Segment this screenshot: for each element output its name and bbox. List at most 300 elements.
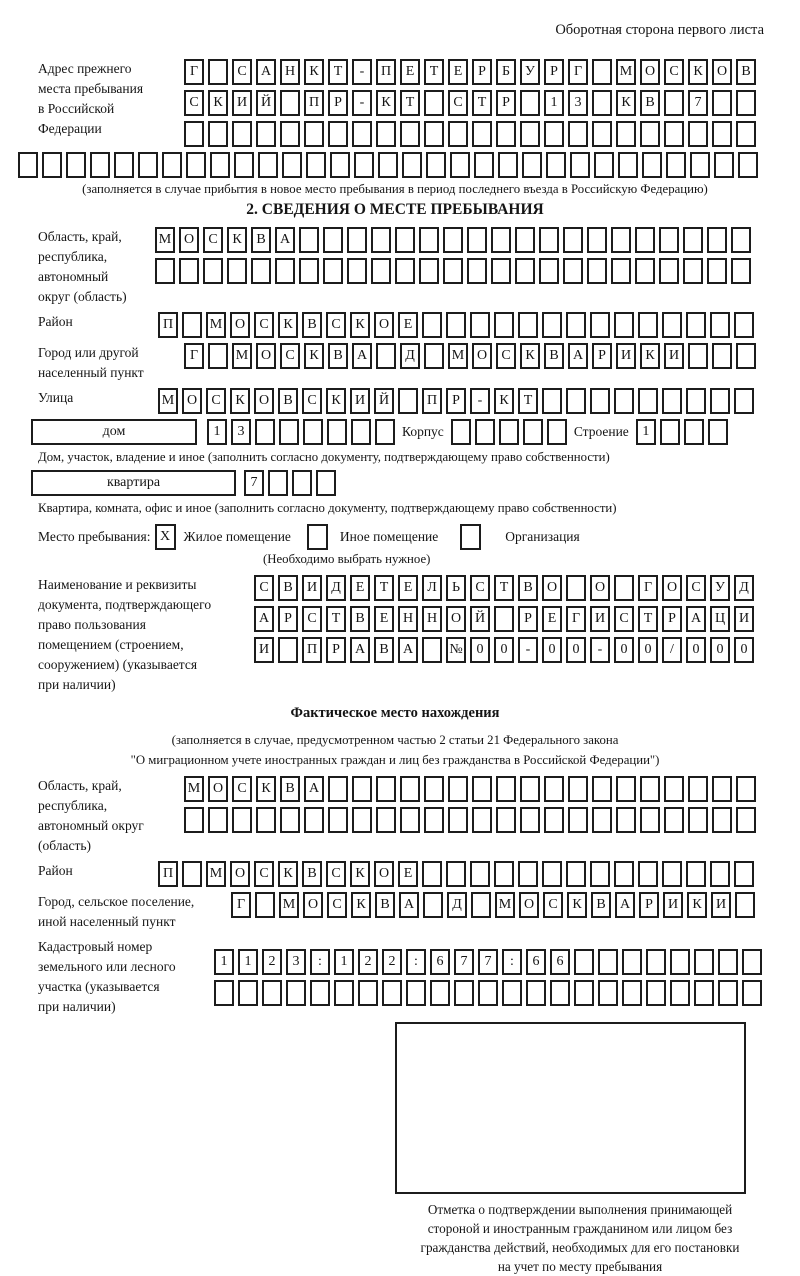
char-cell[interactable]	[542, 388, 562, 414]
char-cell[interactable]: С	[254, 575, 274, 601]
char-cell[interactable]	[731, 258, 751, 284]
char-cell[interactable]: Е	[448, 59, 468, 85]
char-cell[interactable]: Т	[424, 59, 444, 85]
char-cell[interactable]: О	[446, 606, 466, 632]
char-cell[interactable]: -	[470, 388, 490, 414]
char-cell[interactable]: У	[520, 59, 540, 85]
char-cell[interactable]: В	[251, 227, 271, 253]
char-cell[interactable]: Р	[639, 892, 659, 918]
char-cell[interactable]	[690, 152, 710, 178]
char-cell[interactable]	[642, 152, 662, 178]
char-cell[interactable]	[494, 861, 514, 887]
char-cell[interactable]	[707, 258, 727, 284]
char-cell[interactable]: О	[590, 575, 610, 601]
char-cell[interactable]: М	[155, 227, 175, 253]
char-cell[interactable]: С	[232, 776, 252, 802]
char-cell[interactable]: О	[208, 776, 228, 802]
char-cell[interactable]: 1	[334, 949, 354, 975]
char-cell[interactable]: М	[448, 343, 468, 369]
char-cell[interactable]: А	[399, 892, 419, 918]
char-cell[interactable]	[400, 776, 420, 802]
char-cell[interactable]: В	[544, 343, 564, 369]
char-cell[interactable]	[446, 312, 466, 338]
char-cell[interactable]: К	[304, 59, 324, 85]
char-cell[interactable]: Г	[568, 59, 588, 85]
char-cell[interactable]	[742, 980, 762, 1006]
char-cell[interactable]: 0	[542, 637, 562, 663]
char-cell[interactable]: С	[206, 388, 226, 414]
char-cell[interactable]	[662, 312, 682, 338]
char-cell[interactable]	[66, 152, 86, 178]
char-cell[interactable]	[563, 258, 583, 284]
char-cell[interactable]: 6	[526, 949, 546, 975]
char-cell[interactable]	[594, 152, 614, 178]
char-cell[interactable]: В	[518, 575, 538, 601]
char-cell[interactable]: 7	[478, 949, 498, 975]
char-cell[interactable]: К	[326, 388, 346, 414]
char-cell[interactable]	[299, 258, 319, 284]
char-cell[interactable]	[448, 807, 468, 833]
char-cell[interactable]	[736, 90, 756, 116]
char-cell[interactable]: А	[398, 637, 418, 663]
char-cell[interactable]: 1	[207, 419, 227, 445]
char-cell[interactable]	[520, 776, 540, 802]
char-cell[interactable]	[547, 419, 567, 445]
char-cell[interactable]: И	[616, 343, 636, 369]
char-cell[interactable]	[563, 227, 583, 253]
char-cell[interactable]	[712, 121, 732, 147]
char-cell[interactable]: И	[664, 343, 684, 369]
char-cell[interactable]	[694, 949, 714, 975]
char-cell[interactable]: 1	[636, 419, 656, 445]
char-cell[interactable]	[520, 807, 540, 833]
char-cell[interactable]	[736, 343, 756, 369]
char-cell[interactable]	[419, 258, 439, 284]
char-cell[interactable]: В	[278, 575, 298, 601]
char-cell[interactable]	[424, 90, 444, 116]
char-cell[interactable]: О	[303, 892, 323, 918]
char-cell[interactable]	[351, 419, 371, 445]
char-cell[interactable]	[684, 419, 704, 445]
char-cell[interactable]: П	[302, 637, 322, 663]
char-cell[interactable]	[376, 776, 396, 802]
char-cell[interactable]: -	[352, 90, 372, 116]
char-cell[interactable]: Р	[544, 59, 564, 85]
char-cell[interactable]: О	[374, 312, 394, 338]
char-cell[interactable]	[518, 312, 538, 338]
char-cell[interactable]	[424, 343, 444, 369]
char-cell[interactable]	[574, 949, 594, 975]
char-cell[interactable]	[611, 258, 631, 284]
char-cell[interactable]: -	[590, 637, 610, 663]
char-cell[interactable]: Г	[638, 575, 658, 601]
char-cell[interactable]	[523, 419, 543, 445]
char-cell[interactable]	[616, 121, 636, 147]
char-cell[interactable]: О	[712, 59, 732, 85]
char-cell[interactable]: О	[640, 59, 660, 85]
char-cell[interactable]: Т	[494, 575, 514, 601]
char-cell[interactable]: 7	[688, 90, 708, 116]
char-cell[interactable]	[590, 312, 610, 338]
char-cell[interactable]	[646, 980, 666, 1006]
char-cell[interactable]: С	[254, 861, 274, 887]
char-cell[interactable]: В	[302, 861, 322, 887]
char-cell[interactable]: М	[616, 59, 636, 85]
char-cell[interactable]: Й	[256, 90, 276, 116]
char-cell[interactable]	[686, 388, 706, 414]
char-cell[interactable]: С	[203, 227, 223, 253]
char-cell[interactable]	[622, 980, 642, 1006]
char-cell[interactable]: Е	[398, 575, 418, 601]
char-cell[interactable]	[395, 258, 415, 284]
char-cell[interactable]	[179, 258, 199, 284]
char-cell[interactable]: К	[350, 312, 370, 338]
char-cell[interactable]: С	[302, 606, 322, 632]
char-cell[interactable]: С	[664, 59, 684, 85]
char-cell[interactable]: Е	[398, 861, 418, 887]
char-cell[interactable]: Р	[496, 90, 516, 116]
char-cell[interactable]: О	[374, 861, 394, 887]
char-cell[interactable]	[470, 312, 490, 338]
char-cell[interactable]	[518, 861, 538, 887]
char-cell[interactable]: К	[567, 892, 587, 918]
char-cell[interactable]	[664, 121, 684, 147]
char-cell[interactable]: И	[232, 90, 252, 116]
char-cell[interactable]: Г	[184, 343, 204, 369]
char-cell[interactable]	[371, 258, 391, 284]
char-cell[interactable]: А	[568, 343, 588, 369]
char-cell[interactable]	[251, 258, 271, 284]
char-cell[interactable]	[227, 258, 247, 284]
char-cell[interactable]	[395, 227, 415, 253]
char-cell[interactable]: Й	[470, 606, 490, 632]
char-cell[interactable]	[566, 861, 586, 887]
char-cell[interactable]	[710, 388, 730, 414]
char-cell[interactable]: О	[182, 388, 202, 414]
char-cell[interactable]	[664, 90, 684, 116]
char-cell[interactable]: К	[256, 776, 276, 802]
char-cell[interactable]	[382, 980, 402, 1006]
char-cell[interactable]	[304, 121, 324, 147]
char-cell[interactable]	[574, 980, 594, 1006]
char-cell[interactable]: Т	[638, 606, 658, 632]
char-cell[interactable]	[714, 152, 734, 178]
char-cell[interactable]	[566, 312, 586, 338]
char-cell[interactable]: 6	[430, 949, 450, 975]
char-cell[interactable]	[478, 980, 498, 1006]
char-cell[interactable]: С	[280, 343, 300, 369]
char-cell[interactable]	[286, 980, 306, 1006]
char-cell[interactable]: Д	[447, 892, 467, 918]
char-cell[interactable]: И	[302, 575, 322, 601]
char-cell[interactable]	[664, 807, 684, 833]
char-cell[interactable]: Н	[398, 606, 418, 632]
char-cell[interactable]	[635, 227, 655, 253]
char-cell[interactable]	[182, 312, 202, 338]
char-cell[interactable]	[422, 637, 442, 663]
char-cell[interactable]	[232, 121, 252, 147]
char-cell[interactable]: М	[279, 892, 299, 918]
char-cell[interactable]: 6	[550, 949, 570, 975]
char-cell[interactable]: 7	[454, 949, 474, 975]
char-cell[interactable]	[424, 776, 444, 802]
char-cell[interactable]	[182, 861, 202, 887]
char-cell[interactable]: В	[375, 892, 395, 918]
char-cell[interactable]: Р	[662, 606, 682, 632]
char-cell[interactable]	[660, 419, 680, 445]
char-cell[interactable]: /	[662, 637, 682, 663]
char-cell[interactable]	[659, 227, 679, 253]
char-cell[interactable]: И	[254, 637, 274, 663]
char-cell[interactable]	[278, 637, 298, 663]
char-cell[interactable]: Т	[374, 575, 394, 601]
char-cell[interactable]	[662, 388, 682, 414]
char-cell[interactable]: 2	[358, 949, 378, 975]
char-cell[interactable]	[622, 949, 642, 975]
char-cell[interactable]	[398, 388, 418, 414]
char-cell[interactable]: И	[663, 892, 683, 918]
char-cell[interactable]: 0	[614, 637, 634, 663]
char-cell[interactable]: А	[352, 343, 372, 369]
char-cell[interactable]: 2	[382, 949, 402, 975]
char-cell[interactable]	[90, 152, 110, 178]
char-cell[interactable]	[712, 807, 732, 833]
char-cell[interactable]: М	[184, 776, 204, 802]
char-cell[interactable]: Н	[422, 606, 442, 632]
char-cell[interactable]: М	[206, 861, 226, 887]
char-cell[interactable]	[256, 807, 276, 833]
char-cell[interactable]	[522, 152, 542, 178]
char-cell[interactable]: Г	[566, 606, 586, 632]
char-cell[interactable]	[352, 121, 372, 147]
char-cell[interactable]	[568, 776, 588, 802]
char-cell[interactable]	[258, 152, 278, 178]
char-cell[interactable]	[718, 949, 738, 975]
char-cell[interactable]	[238, 980, 258, 1006]
char-cell[interactable]: -	[352, 59, 372, 85]
char-cell[interactable]	[544, 776, 564, 802]
char-cell[interactable]: Т	[400, 90, 420, 116]
char-cell[interactable]: Р	[278, 606, 298, 632]
char-cell[interactable]	[498, 152, 518, 178]
char-cell[interactable]: П	[158, 861, 178, 887]
char-cell[interactable]: С	[686, 575, 706, 601]
char-cell[interactable]	[742, 949, 762, 975]
char-cell[interactable]	[354, 152, 374, 178]
char-cell[interactable]	[670, 980, 690, 1006]
char-cell[interactable]	[526, 980, 546, 1006]
char-cell[interactable]	[423, 892, 443, 918]
char-cell[interactable]	[328, 807, 348, 833]
char-cell[interactable]: Д	[326, 575, 346, 601]
char-cell[interactable]: М	[495, 892, 515, 918]
char-cell[interactable]	[710, 861, 730, 887]
char-cell[interactable]	[616, 807, 636, 833]
char-cell[interactable]	[499, 419, 519, 445]
char-cell[interactable]	[430, 980, 450, 1006]
char-cell[interactable]	[592, 807, 612, 833]
char-cell[interactable]: С	[448, 90, 468, 116]
char-cell[interactable]	[310, 980, 330, 1006]
char-cell[interactable]: М	[158, 388, 178, 414]
char-cell[interactable]: К	[350, 861, 370, 887]
char-cell[interactable]	[446, 861, 466, 887]
char-cell[interactable]	[736, 807, 756, 833]
char-cell[interactable]	[688, 807, 708, 833]
char-cell[interactable]: :	[406, 949, 426, 975]
char-cell[interactable]	[592, 90, 612, 116]
char-cell[interactable]: В	[302, 312, 322, 338]
char-cell[interactable]	[712, 343, 732, 369]
char-cell[interactable]	[443, 227, 463, 253]
char-cell[interactable]: 3	[231, 419, 251, 445]
char-cell[interactable]	[280, 90, 300, 116]
char-cell[interactable]	[712, 90, 732, 116]
char-cell[interactable]: И	[350, 388, 370, 414]
char-cell[interactable]	[467, 227, 487, 253]
char-cell[interactable]	[279, 419, 299, 445]
char-cell[interactable]: С	[327, 892, 347, 918]
char-cell[interactable]	[666, 152, 686, 178]
char-cell[interactable]	[611, 227, 631, 253]
char-cell[interactable]	[686, 312, 706, 338]
char-cell[interactable]	[268, 470, 288, 496]
char-cell[interactable]: К	[351, 892, 371, 918]
char-cell[interactable]	[520, 121, 540, 147]
char-cell[interactable]	[731, 227, 751, 253]
char-cell[interactable]: О	[230, 861, 250, 887]
char-cell[interactable]	[686, 861, 706, 887]
zhiloe-checkbox[interactable]: X	[155, 524, 176, 550]
char-cell[interactable]	[454, 980, 474, 1006]
char-cell[interactable]: С	[543, 892, 563, 918]
char-cell[interactable]	[646, 949, 666, 975]
char-cell[interactable]	[234, 152, 254, 178]
char-cell[interactable]	[186, 152, 206, 178]
char-cell[interactable]	[203, 258, 223, 284]
char-cell[interactable]: В	[736, 59, 756, 85]
char-cell[interactable]	[214, 980, 234, 1006]
char-cell[interactable]: Е	[350, 575, 370, 601]
char-cell[interactable]: Р	[592, 343, 612, 369]
char-cell[interactable]: В	[640, 90, 660, 116]
char-cell[interactable]: В	[591, 892, 611, 918]
char-cell[interactable]	[712, 776, 732, 802]
char-cell[interactable]: П	[376, 59, 396, 85]
char-cell[interactable]	[448, 776, 468, 802]
char-cell[interactable]	[275, 258, 295, 284]
char-cell[interactable]	[470, 861, 490, 887]
char-cell[interactable]: О	[256, 343, 276, 369]
char-cell[interactable]	[282, 152, 302, 178]
char-cell[interactable]	[208, 807, 228, 833]
char-cell[interactable]: Т	[518, 388, 538, 414]
char-cell[interactable]: 0	[566, 637, 586, 663]
char-cell[interactable]	[208, 343, 228, 369]
char-cell[interactable]	[662, 861, 682, 887]
char-cell[interactable]	[328, 776, 348, 802]
char-cell[interactable]: Ц	[710, 606, 730, 632]
char-cell[interactable]: 0	[686, 637, 706, 663]
char-cell[interactable]	[664, 776, 684, 802]
char-cell[interactable]: Е	[400, 59, 420, 85]
char-cell[interactable]	[467, 258, 487, 284]
char-cell[interactable]: О	[230, 312, 250, 338]
char-cell[interactable]: А	[615, 892, 635, 918]
char-cell[interactable]: С	[470, 575, 490, 601]
char-cell[interactable]	[491, 258, 511, 284]
char-cell[interactable]: Д	[400, 343, 420, 369]
char-cell[interactable]: О	[662, 575, 682, 601]
char-cell[interactable]	[542, 861, 562, 887]
char-cell[interactable]: Д	[734, 575, 754, 601]
char-cell[interactable]	[232, 807, 252, 833]
char-cell[interactable]	[450, 152, 470, 178]
char-cell[interactable]	[592, 121, 612, 147]
char-cell[interactable]	[184, 121, 204, 147]
char-cell[interactable]	[734, 861, 754, 887]
char-cell[interactable]	[316, 470, 336, 496]
char-cell[interactable]	[262, 980, 282, 1006]
char-cell[interactable]	[443, 258, 463, 284]
char-cell[interactable]	[688, 776, 708, 802]
char-cell[interactable]	[598, 980, 618, 1006]
char-cell[interactable]: К	[208, 90, 228, 116]
char-cell[interactable]	[614, 861, 634, 887]
char-cell[interactable]: П	[158, 312, 178, 338]
char-cell[interactable]: 1	[238, 949, 258, 975]
char-cell[interactable]	[550, 980, 570, 1006]
char-cell[interactable]	[323, 258, 343, 284]
char-cell[interactable]	[406, 980, 426, 1006]
organizatsiya-checkbox[interactable]	[460, 524, 481, 550]
char-cell[interactable]: М	[232, 343, 252, 369]
char-cell[interactable]: Н	[280, 59, 300, 85]
char-cell[interactable]: В	[278, 388, 298, 414]
char-cell[interactable]: №	[446, 637, 466, 663]
char-cell[interactable]: М	[206, 312, 226, 338]
char-cell[interactable]: С	[326, 861, 346, 887]
char-cell[interactable]	[566, 575, 586, 601]
char-cell[interactable]	[734, 312, 754, 338]
char-cell[interactable]	[42, 152, 62, 178]
char-cell[interactable]	[472, 807, 492, 833]
char-cell[interactable]: 7	[244, 470, 264, 496]
char-cell[interactable]: С	[496, 343, 516, 369]
char-cell[interactable]	[707, 227, 727, 253]
char-cell[interactable]: Е	[398, 312, 418, 338]
char-cell[interactable]	[422, 312, 442, 338]
char-cell[interactable]	[539, 258, 559, 284]
char-cell[interactable]	[304, 807, 324, 833]
char-cell[interactable]	[494, 606, 514, 632]
inoe-checkbox[interactable]	[307, 524, 328, 550]
char-cell[interactable]	[378, 152, 398, 178]
char-cell[interactable]: 1	[544, 90, 564, 116]
char-cell[interactable]: О	[542, 575, 562, 601]
char-cell[interactable]: Р	[328, 90, 348, 116]
char-cell[interactable]	[542, 312, 562, 338]
char-cell[interactable]: А	[304, 776, 324, 802]
char-cell[interactable]	[303, 419, 323, 445]
char-cell[interactable]: К	[687, 892, 707, 918]
char-cell[interactable]	[306, 152, 326, 178]
char-cell[interactable]	[570, 152, 590, 178]
char-cell[interactable]	[592, 59, 612, 85]
char-cell[interactable]: А	[686, 606, 706, 632]
char-cell[interactable]: С	[326, 312, 346, 338]
char-cell[interactable]	[640, 776, 660, 802]
